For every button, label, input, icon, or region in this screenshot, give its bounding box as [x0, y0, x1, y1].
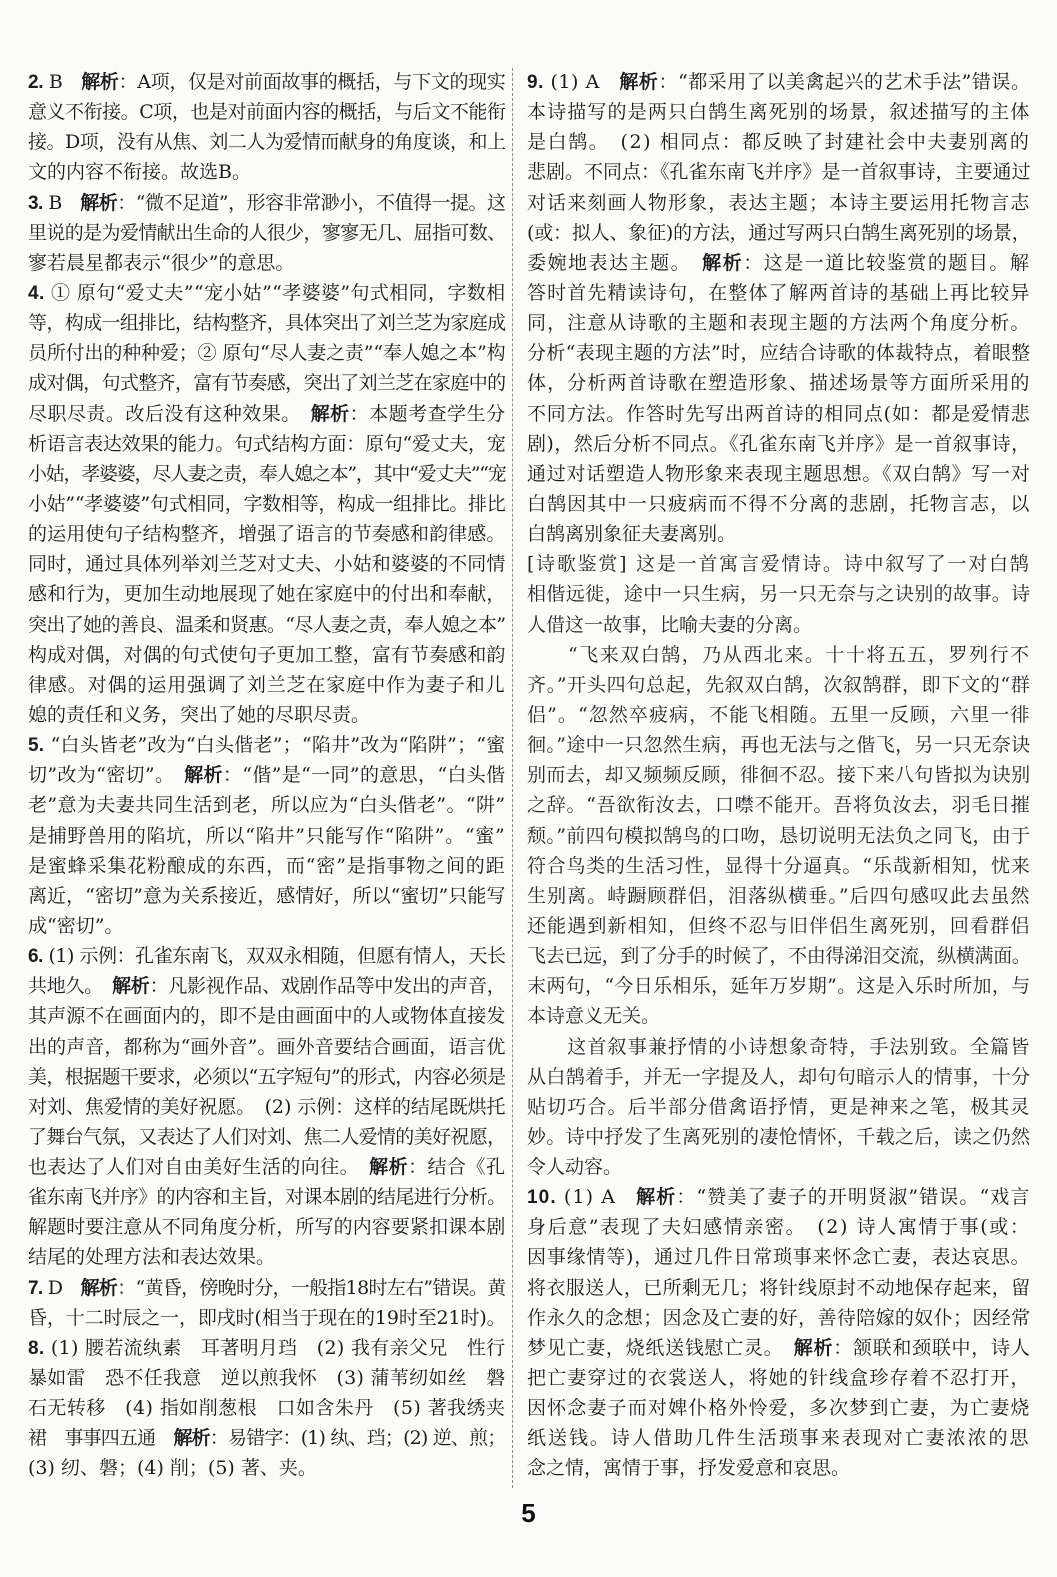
text-run: 相偕远徙，途中一只生病，另一只无奈与之诀别的故事。诗	[527, 583, 1031, 606]
text-line	[28, 429, 506, 459]
text-run: (1) 腰若流纨素 耳著明月珰 (2) 我有亲父兄 性行	[44, 1336, 506, 1359]
text-run: 昏，十二时辰之一，即戌时(相当于现在的19时至21时)。	[28, 1306, 506, 1329]
text-run: 贴切巧合。后半部分借禽语抒情，更是神来之笔，极其灵	[527, 1095, 1031, 1118]
text-line	[527, 1393, 1031, 1423]
text-line	[28, 941, 506, 971]
text-line	[28, 1032, 506, 1062]
text-run: ：“黄昏，傍晚时分，一般指18时左右”错误。黄	[117, 1276, 506, 1299]
appreciation-paragraph	[527, 1032, 1031, 1183]
text-line	[527, 821, 1031, 851]
text-run: 念之情，寓情于事，抒发爱意和哀思。	[527, 1457, 851, 1480]
text-run: 白鹄因其中一只疲病而不得不分离的悲剧，托物言志，以	[527, 492, 1031, 515]
text-line	[28, 640, 506, 670]
text-run: ：这是一道比较鉴赏的题目。解	[743, 251, 1031, 274]
text-line	[28, 1273, 506, 1303]
text-line	[28, 971, 506, 1001]
text-line	[527, 1212, 1031, 1242]
text-run: 人借这一故事，比喻夫妻的分离。	[527, 613, 813, 636]
text-line	[527, 188, 1031, 218]
text-run: 颓。”前四句模拟鹄鸟的口吻，恳切说明无法负之同飞，由于	[527, 824, 1031, 847]
text-line	[527, 519, 1031, 549]
text-run: 答时首先精读诗句，在整体了解两首诗的基础上再比较异	[527, 281, 1031, 304]
answer-item	[527, 67, 1031, 549]
text-line	[28, 579, 506, 609]
text-run: B	[43, 71, 82, 93]
text-run: 老”意为夫妻共同生活到老，所以应为“白头偕老”。“阱”	[28, 794, 506, 817]
text-run: 是蜜蜂采集花粉酿成的东西，而“密”是指事物之间的距	[28, 854, 506, 877]
text-run: ：A项，仅是对前面故事的概括，与下文的现实	[118, 71, 506, 93]
text-line	[28, 610, 506, 640]
text-line	[527, 1273, 1031, 1303]
text-run: 别而去，却又频频反顾，徘徊不忍。接下来八句皆拟为诀别	[527, 764, 1031, 787]
text-line	[28, 1303, 506, 1333]
text-run: ：本题考查学生分	[349, 402, 506, 425]
text-run: 构成对偶，对偶的句式使句子更加工整，富有节奏感和韵	[28, 643, 506, 666]
text-run: 妙。诗中抒发了生离死别的凄怆情怀，千载之后，读之仍然	[527, 1125, 1031, 1148]
question-number: 5.	[28, 735, 45, 757]
text-line	[527, 399, 1031, 429]
text-run: 里说的是为爱情献出生命的人很少，寥寥无几、屈指可数、	[28, 221, 506, 244]
analysis-label: 解析	[793, 1337, 834, 1359]
text-run: 徊。”途中一只忽然生病，再也无法与之偕飞，另一只无奈诀	[527, 734, 1031, 757]
analysis-label: 解析	[369, 1157, 409, 1179]
text-line	[28, 1092, 506, 1122]
text-run: 的运用使句子结构整齐，增强了语言的节奏感和韵律感。	[28, 523, 506, 546]
text-line	[527, 1303, 1031, 1333]
text-run: 结尾的处理方法和表达效果。	[28, 1246, 276, 1269]
text-line	[527, 911, 1031, 941]
text-run: “白头皆老”改为“白头偕老”；“陷井”改为“陷阱”；“蜜	[44, 734, 506, 757]
page-number: 5	[521, 1498, 536, 1528]
text-run: 委婉地表达主题。	[527, 251, 703, 274]
text-line	[527, 760, 1031, 790]
text-line	[527, 248, 1031, 278]
text-line	[527, 549, 1031, 579]
text-run: 也表达了人们对自由美好生活的向往。	[28, 1156, 370, 1179]
text-run: 突出了她的善良、温柔和贤惠。“尽人妻之责，奉人媳之本”	[28, 613, 506, 636]
text-run: (1) A	[556, 1186, 637, 1209]
answer-item	[28, 67, 506, 188]
text-run: 感和行为，更加生动地展现了她在家庭中的付出和奉献，	[28, 583, 506, 606]
analysis-label: 解析	[636, 1187, 677, 1209]
question-number: 4.	[28, 282, 45, 304]
question-number: 6.	[28, 946, 43, 968]
text-run: 剧)，然后分析不同点。《孔雀东南飞并序》是一首叙事诗，	[527, 432, 1031, 455]
text-line	[527, 308, 1031, 338]
text-line	[527, 489, 1031, 519]
text-line	[527, 67, 1031, 97]
text-line	[527, 1423, 1031, 1453]
text-run: 齐。”开头四句总起，先叙双白鹄，次叙鹄群，即下文的“群	[527, 673, 1031, 696]
text-run: “飞来双白鹄，乃从西北来。十十将五五，罗列行不	[527, 643, 1031, 666]
text-line	[527, 730, 1031, 760]
question-number: 10.	[527, 1187, 557, 1209]
text-run: ：“偕”是“一同”的意思，“白头偕	[222, 764, 506, 787]
text-run: 律感。对偶的运用强调了刘兰芝在家庭中作为妻子和儿	[28, 673, 506, 696]
text-run: 媳的责任和义务，突出了她的尽职尽责。	[28, 703, 371, 726]
analysis-label: 解析	[80, 1277, 118, 1299]
text-run: 了舞台气氛，又表达了人们对刘、焦二人爱情的美好祝愿，	[28, 1125, 506, 1148]
text-line	[527, 1242, 1031, 1272]
text-run: ：结合《孔	[408, 1156, 506, 1179]
text-line	[28, 1122, 506, 1152]
answer-item	[28, 278, 506, 730]
text-run: ：颔联和颈联中，诗人	[833, 1336, 1031, 1359]
text-line	[527, 610, 1031, 640]
text-run: 文的内容不衔接。故选B。	[28, 161, 251, 184]
text-line	[28, 1001, 506, 1031]
text-run: 其声源不在画面内的，即不是由画面中的人或物体直接发	[28, 1005, 506, 1028]
analysis-label: 解析	[702, 252, 744, 274]
question-number: 2.	[28, 72, 44, 93]
text-run: ：易错字：(1) 纨、珰；(2) 逆、煎；	[209, 1427, 506, 1450]
analysis-label: 解析	[619, 72, 659, 93]
text-run: D	[42, 1276, 81, 1299]
text-line	[527, 941, 1031, 971]
text-run: 对刘、焦爱情的美好祝愿。 (2) 示例：这样的结尾既烘托	[28, 1095, 506, 1118]
text-run: 共地久。	[28, 975, 113, 998]
text-line	[28, 851, 506, 881]
text-line	[28, 1242, 506, 1272]
text-line	[28, 489, 506, 519]
text-run: 石无转移 (4) 指如削葱根 口如含朱丹 (5) 著我绣夹	[28, 1397, 506, 1420]
text-run: 美，根据题干要求，必须以“五字短句”的形式，内容必须是	[28, 1065, 506, 1088]
text-run: 同时，通过具体列举刘兰芝对丈夫、小姑和婆婆的不同情	[28, 553, 506, 576]
text-run: B	[42, 191, 81, 214]
text-line	[28, 730, 506, 760]
text-line	[527, 640, 1031, 670]
text-line	[527, 700, 1031, 730]
analysis-label: 解析	[81, 72, 119, 93]
text-run: 体，分析两首诗歌在塑造形象、描述场景等方面所采用的	[527, 372, 1031, 395]
left-column	[28, 67, 506, 1484]
text-run: 飞去已远，到了分手的时候了，不由得涕泪交流，纵横满面。	[527, 945, 1031, 968]
text-line	[527, 790, 1031, 820]
right-column	[527, 67, 1031, 1484]
text-run: 员所付出的种种爱；② 原句“尽人妻之责”“奉人媳之本”构	[28, 342, 506, 365]
text-line	[527, 851, 1031, 881]
text-line	[527, 218, 1031, 248]
text-run: 末两句，“今日乐相乐，延年万岁期”。这是入乐时所加，与	[527, 975, 1031, 998]
text-run: 之辞。“吾欲衔汝去，口噤不能开。吾将负汝去，羽毛日摧	[527, 794, 1031, 817]
text-run: 同，注意从诗歌的主题和表现主题的方法两个角度分析。	[527, 312, 1031, 335]
text-line	[527, 127, 1031, 157]
text-line	[527, 1122, 1031, 1152]
text-run: 对话来刻画人物形象，表达主题；本诗主要运用托物言志	[527, 191, 1031, 214]
text-line	[28, 1453, 506, 1483]
text-line	[527, 429, 1031, 459]
text-line	[28, 97, 506, 127]
question-number: 3.	[28, 192, 43, 214]
text-run: 暴如雷 恐不任我意 逆以煎我怀 (3) 蒲苇纫如丝 磐	[28, 1367, 506, 1390]
analysis-label: 解析	[80, 192, 118, 214]
text-run: 析语言表达效果的能力。句式结构方面：原句“爱丈夫，宠	[28, 432, 506, 455]
text-line	[28, 1393, 506, 1423]
text-line	[28, 1062, 506, 1092]
text-run: 从白鹄着手，并无一字提及人，却句句暗示人的情事，十分	[527, 1065, 1031, 1088]
text-run: (或：拟人、象征)的方法，通过写两只白鹄生离死别的场景，	[527, 221, 1031, 244]
text-line	[527, 1001, 1031, 1031]
text-line	[28, 248, 506, 278]
text-line	[28, 911, 506, 941]
text-line	[527, 670, 1031, 700]
analysis-label: 解析	[184, 765, 223, 787]
text-line	[527, 1032, 1031, 1062]
text-run: 作永久的念想；因念及亡妻的好，善待陪嫁的奴仆；因经常	[527, 1306, 1031, 1329]
text-run: (1) A	[543, 71, 620, 93]
answer-item	[28, 730, 506, 941]
text-run: 本诗意义无关。	[527, 1005, 661, 1028]
text-run: 将衣服送人，已所剩无几；将针线原封不动地保存起来，留	[527, 1276, 1031, 1299]
text-line	[28, 1333, 506, 1363]
question-number: 8.	[28, 1337, 45, 1359]
analysis-label: 解析	[310, 403, 350, 425]
text-line	[527, 971, 1031, 1001]
text-run: (3) 纫、磐；(4) 削；(5) 著、夹。	[28, 1457, 317, 1480]
text-line	[28, 821, 506, 851]
text-run: 裙 事事四五通	[28, 1427, 174, 1450]
text-line	[28, 1152, 506, 1182]
text-run: ：“都采用了以美禽起兴的艺术手法”错误。	[658, 71, 1031, 93]
text-run: ：凡影视作品、戏剧作品等中发出的声音，	[149, 975, 506, 998]
text-run: 这首叙事兼抒情的小诗想象奇特，手法别致。全篇皆	[527, 1035, 1031, 1058]
text-line	[527, 1453, 1031, 1483]
text-line	[28, 1423, 506, 1453]
question-number: 9.	[527, 72, 544, 93]
text-run: 悲剧。不同点：《孔雀东南飞并序》是一首叙事诗，主要通过	[527, 161, 1031, 184]
analysis-label: 解析	[173, 1428, 210, 1450]
text-run: 生别离。峙蹰顾群侣，泪落纵横垂。”后四句感叹此去虽然	[527, 884, 1031, 907]
text-run: 解题时要注意从不同角度分析，所写的内容要紧扣课本剧	[28, 1216, 506, 1239]
text-line	[28, 218, 506, 248]
text-line	[28, 519, 506, 549]
text-line	[527, 1092, 1031, 1122]
text-line	[28, 700, 506, 730]
text-line	[28, 670, 506, 700]
text-run: 意义不衔接。C项，也是对前面内容的概括，与后文不能衔	[28, 101, 506, 124]
text-line	[527, 368, 1031, 398]
text-line	[28, 881, 506, 911]
text-run: (1) 示例：孔雀东南飞，双双永相随，但愿有情人，天长	[42, 945, 506, 968]
text-run: 成对偶，句式整齐，富有节奏感，突出了刘兰芝在家庭中的	[28, 372, 506, 395]
text-line	[28, 308, 506, 338]
text-line	[527, 1062, 1031, 1092]
text-line	[527, 1333, 1031, 1363]
text-line	[527, 157, 1031, 187]
text-run: 分析“表现主题的方法”时，应结合诗歌的体裁特点，着眼整	[527, 342, 1031, 365]
text-run: ：“赞美了妻子的开明贤淑”错误。“戏言	[676, 1186, 1031, 1209]
text-line	[527, 97, 1031, 127]
answer-item	[28, 1333, 506, 1484]
text-line	[28, 127, 506, 157]
text-run: 符合鸟类的生活习性，显得十分逼真。“乐哉新相知，忧来	[527, 854, 1031, 877]
answer-item	[28, 1273, 506, 1333]
text-run: 侣”。“忽然卒疲病，不能飞相随。五里一反顾，六里一徘	[527, 703, 1031, 726]
text-line	[28, 368, 506, 398]
text-run: 纸送钱。诗人借助几件生活琐事来表现对亡妻浓浓的思	[527, 1427, 1031, 1450]
text-run: 小姑”“孝婆婆”句式相同，字数相等，构成一组排比。排比	[28, 492, 506, 515]
text-run: 因怀念妻子而对婢仆格外怜爱，多次梦到亡妻，为亡妻烧	[527, 1397, 1031, 1420]
text-run: 等，构成一组排比，结构整齐，具体突出了刘兰芝为家庭成	[28, 312, 506, 335]
text-run: 雀东南飞并序》的内容和主旨，对课本剧的结尾进行分析。	[28, 1186, 506, 1209]
text-run: 接。D项，没有从焦、刘二人为爱情而献身的角度谈，和上	[28, 131, 506, 154]
answer-item	[28, 188, 506, 278]
text-line	[28, 278, 506, 308]
text-run: 本诗描写的是两只白鹄生离死别的场景，叙述描写的主体	[527, 101, 1031, 124]
question-number: 7.	[28, 1277, 43, 1299]
text-line	[527, 579, 1031, 609]
answer-item	[527, 1182, 1031, 1483]
text-line	[28, 399, 506, 429]
text-run: 还能遇到新相知，但终不忍与旧伴侣生离死别，回看群侣	[527, 914, 1031, 937]
text-line	[527, 338, 1031, 368]
text-line	[28, 549, 506, 579]
text-line	[527, 278, 1031, 308]
text-line	[527, 459, 1031, 489]
text-line	[28, 790, 506, 820]
text-run: 通过对话塑造人物形象来表现主题思想。《双白鹄》写一对	[527, 462, 1031, 485]
text-line	[527, 1182, 1031, 1212]
appreciation-paragraph	[527, 640, 1031, 1032]
text-run: 身后意”表现了夫妇感情亲密。 (2) 诗人寓情于事(或：	[527, 1216, 1031, 1239]
text-line	[28, 67, 506, 97]
text-line	[527, 1152, 1031, 1182]
text-line	[28, 760, 506, 790]
text-run: 寥若晨星都表示“很少”的意思。	[28, 251, 295, 274]
text-run: 白鹄离别象征夫妻离别。	[527, 523, 737, 546]
text-run: 离近，“密切”意为关系接近，感情好，所以“蜜切”只能写	[28, 884, 506, 907]
text-run: 因事缘情等)，通过几件日常琐事来怀念亡妻，表达哀思。	[527, 1246, 1031, 1269]
text-run: ① 原句“爱丈夫”“宠小姑”“孝婆婆”句式相同，字数相	[44, 281, 506, 304]
text-line	[28, 1182, 506, 1212]
text-run: 是白鹄。 (2) 相同点：都反映了封建社会中夫妻别离的	[527, 131, 1031, 154]
text-run: 切”改为“密切”。	[28, 764, 185, 787]
text-line	[28, 459, 506, 489]
text-run: 令人动容。	[527, 1156, 623, 1179]
text-line	[527, 1363, 1031, 1393]
text-run: [诗歌鉴赏] 这是一首寓言爱情诗。诗中叙写了一对白鹄	[527, 553, 1031, 576]
text-run: 是捕野兽用的陷坑，所以“陷井”只能写作“陷阱”。“蜜”	[28, 824, 506, 847]
text-run: 小姑，孝婆婆，尽人妻之责，奉人媳之本”，其中“爱丈夫”“宠	[28, 462, 506, 485]
text-line	[28, 338, 506, 368]
analysis-label: 解析	[112, 976, 150, 998]
text-run: 不同方法。作答时先写出两首诗的相同点(如：都是爱情悲	[527, 402, 1031, 425]
text-line	[28, 1212, 506, 1242]
text-run: 梦见亡妻，烧纸送钱慰亡灵。	[527, 1336, 794, 1359]
text-line	[527, 881, 1031, 911]
text-run: 尽职尽责。改后没有这种效果。	[28, 402, 311, 425]
text-line	[28, 1363, 506, 1393]
appreciation-paragraph	[527, 549, 1031, 639]
text-run: 把亡妻穿过的衣裳送人，将她的针线盒珍存着不忍打开，	[527, 1367, 1031, 1390]
text-line	[28, 188, 506, 218]
text-run: 成“密切”。	[28, 914, 124, 937]
answer-item	[28, 941, 506, 1273]
text-run: ：“微不足道”，形容非常渺小，不值得一提。这	[117, 191, 506, 214]
text-run: 出的声音，都称为“画外音”。画外音要结合画面，语言优	[28, 1035, 506, 1058]
column-divider	[512, 68, 513, 1488]
text-line	[28, 157, 506, 187]
